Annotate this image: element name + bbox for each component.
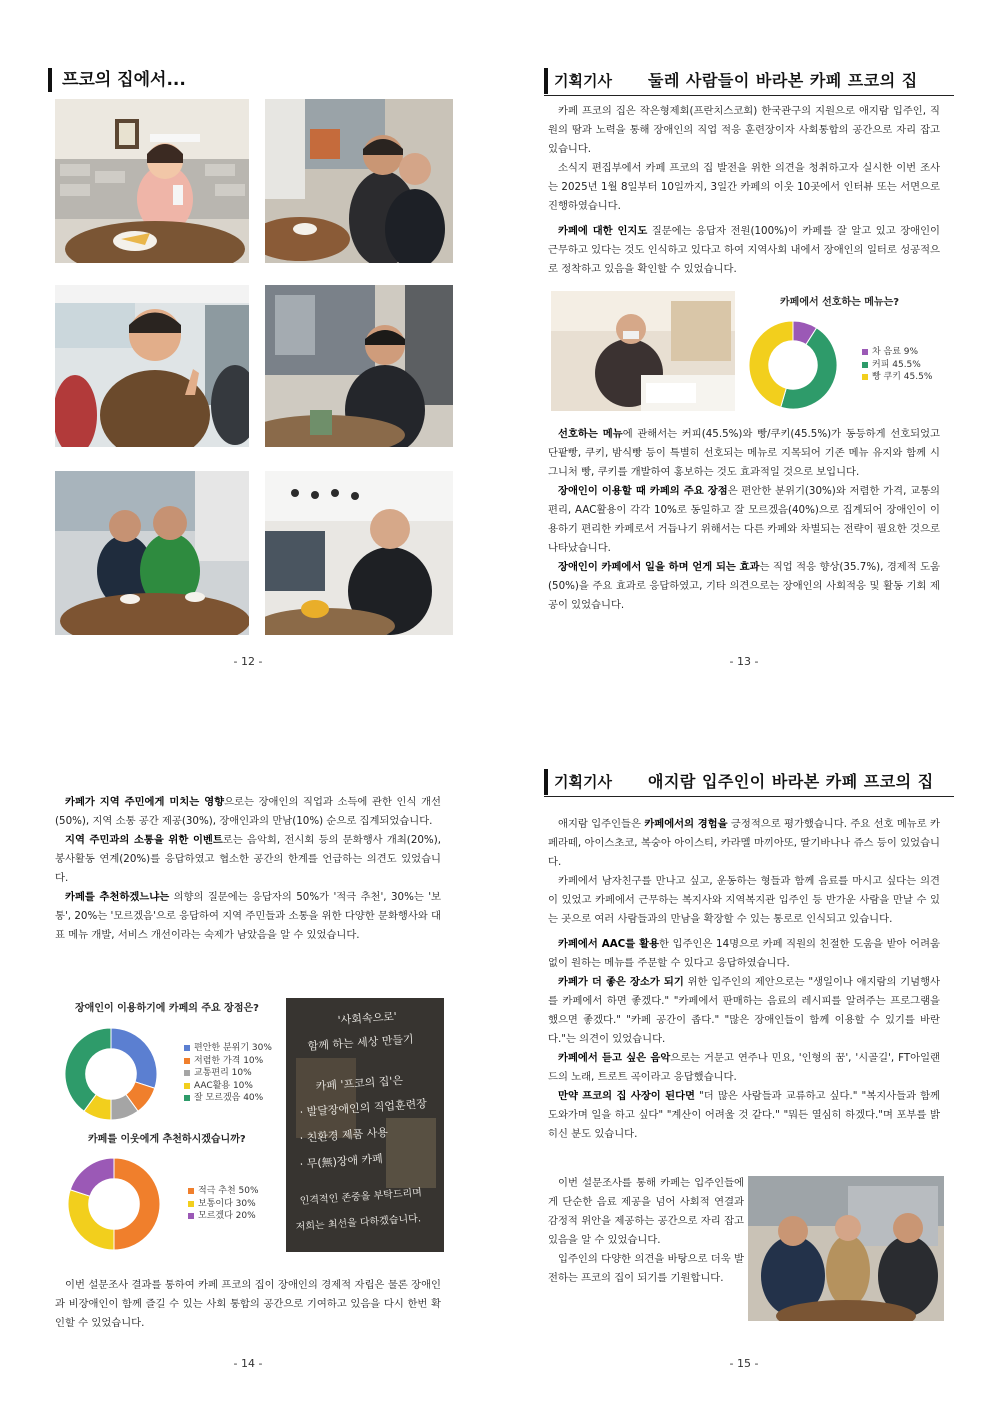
article-header	[544, 769, 954, 797]
legend-swatch	[862, 349, 868, 355]
article-body-conclusion	[55, 1276, 441, 1333]
residents-photo	[748, 1176, 944, 1321]
survey-photo	[551, 291, 735, 411]
paragraph: 카페 프코의 집은 작은형제회(프란치스코회) 한국관구의 지원으로 애지람 입주인, 직원의 땀과 노력을 통해 장애인의 직업 적응 훈련장이자 사회통합의 공간으로 자리 잡고 있습니다.	[548, 105, 940, 155]
legend-label: AAC활용 10%	[194, 1080, 253, 1091]
sign-text-line: 인격적인 존중을 부탁드리며	[299, 1187, 423, 1207]
paragraph: 이번 설문조사 결과를 통하여 카페 프코의 집이 장애인의 경제적 자립은 물론 장애인과 비장애인이 함께 즐길 수 있는 사회 통합의 공간으로 기여하고 있음을 다시 한번 확인할 수 있었습니다.	[55, 1279, 441, 1329]
article-header	[544, 68, 954, 96]
cafe-photo-1	[55, 99, 249, 263]
cafe-photo-6	[265, 471, 453, 635]
legend-swatch	[184, 1070, 190, 1076]
donut-slice	[68, 1190, 114, 1250]
page-15	[496, 701, 992, 1402]
paragraph: 이번 설문조사를 통해 카페는 입주인들에게 단순한 음료 제공을 넘어 사회적 연결과 감정적 위안을 제공하는 공간으로 자리 잡고 있음을 알 수 있었습니다.	[548, 1177, 744, 1246]
bold-lead: 장애인이 이용할 때 카페의 주요 장점	[558, 485, 728, 497]
paragraph: 선호하는 메뉴에 관해서는 커피(45.5%)와 빵/쿠키(45.5%)가 동등하게 선호되었고 단팥빵, 쿠키, 밤식빵 등이 특별히 선호되는 메뉴로 지목되어 기존 메뉴 유지와 함께 시그니처 빵, 쿠키를 개발하여 홍보하는 것도 효과적일 것으로 보입니다.	[548, 428, 940, 478]
cafe-photo-5	[55, 471, 249, 635]
cafe-photo-3	[55, 285, 249, 447]
legend-item	[184, 1067, 272, 1080]
chart-legend-advantages	[184, 1042, 272, 1105]
legend-item	[184, 1080, 272, 1093]
legend-item	[188, 1185, 259, 1198]
legend-label: 저렴한 가격 10%	[194, 1055, 264, 1066]
page-13	[496, 0, 992, 701]
article-tag: 기획기사	[544, 68, 618, 94]
sign-text-line: · 무(無)장애 카페	[299, 1152, 384, 1171]
bold-lead: 만약 프코의 집 사장이 된다면	[558, 1090, 695, 1102]
bold-lead: 카페에서 AAC를 활용	[558, 938, 660, 950]
bold-lead: 카페에서의 경험을	[644, 818, 728, 830]
page-14	[0, 701, 496, 1402]
donut-slice	[70, 1158, 114, 1196]
paragraph: 카페에서 남자친구를 만나고 싶고, 운동하는 형들과 함께 음료를 마시고 싶다는 의견이 있었고 카페에서 근무하는 복지사와 지역복지관 입주인 등 반가운 사람을 만날 수 있는 곳으로 여러 사람들과의 만남을 확장할 수 있는 통로로 인식되고 있습니다.	[548, 875, 940, 925]
legend-item	[862, 371, 932, 384]
article-body-community	[55, 793, 441, 945]
page-number: - 14 -	[233, 1357, 263, 1370]
page-title: 프코의 집에서...	[48, 68, 186, 92]
paragraph: 입주인의 다양한 의견을 바탕으로 더욱 발전하는 프코의 집이 되기를 기원합니다.	[548, 1253, 744, 1284]
advantages-donut-chart	[64, 1027, 158, 1121]
paragraph: 지역 주민과의 소통을 위한 이벤트로는 음악회, 전시회 등의 문화행사 개최(20%), 봉사활동 연계(20%)를 응답하였고 협소한 공간의 한계를 언급하는 의견도 있었습니다.	[55, 834, 441, 884]
legend-label: 교통편리 10%	[194, 1068, 252, 1078]
bold-lead: 카페가 지역 주민에게 미치는 영향	[65, 796, 225, 808]
sign-text-line: · 친환경 제품 사용	[299, 1125, 389, 1145]
legend-label: 모르겠다 20%	[198, 1211, 256, 1221]
article-title: 둘레 사람들이 바라본 카페 프코의 집	[648, 71, 918, 90]
bold-lead: 지역 주민과의 소통을 위한 이벤트	[65, 834, 223, 846]
legend-label: 보통이다 30%	[198, 1198, 256, 1209]
legend-swatch	[188, 1201, 194, 1207]
recommend-donut-chart	[67, 1157, 161, 1251]
bold-lead: 선호하는 메뉴	[558, 428, 623, 440]
legend-swatch	[862, 362, 868, 368]
legend-item	[862, 346, 932, 359]
paragraph: 장애인이 이용할 때 카페의 주요 장점은 편안한 분위기(30%)와 저렴한 가격, 교통의 편리, AAC활용이 각각 10%로 동일하고 잘 모르겠음(40%)으로 집계되어 장애인이 이용하기 편리한 카페로서 거듭나기 위해서는 다른 카페와 차별되는 전략이 필요한 것으로 나타났습니다.	[548, 485, 940, 554]
legend-label: 커피 45.5%	[872, 359, 921, 370]
donut-slice	[114, 1158, 160, 1250]
paragraph: 카페에서 듣고 싶은 음악으로는 거문고 연주나 민요, '인형의 꿈', '시골길', FT아일랜드의 노래, 트로트 곡이라고 응답했습니다.	[548, 1052, 940, 1083]
legend-item	[184, 1042, 272, 1055]
legend-item	[188, 1210, 259, 1223]
article-body-findings	[548, 425, 940, 615]
bold-lead: 카페에 대한 인지도	[558, 225, 648, 237]
article-title: 애지람 입주인이 바라본 카페 프코의 집	[648, 772, 934, 791]
bold-lead: 카페가 더 좋은 장소가 되기	[558, 976, 684, 988]
cafe-photo-4	[265, 285, 453, 447]
legend-swatch	[188, 1213, 194, 1219]
sign-text-line: 함께 하는 세상 만들기	[307, 1032, 415, 1053]
menu-preference-donut-chart	[748, 320, 838, 410]
article-body-intro	[548, 102, 940, 279]
legend-item	[862, 359, 932, 372]
legend-swatch	[184, 1058, 190, 1064]
cafe-sign-photo	[286, 998, 444, 1252]
bold-lead: 카페를 추천하겠느냐는	[65, 891, 170, 903]
chart-legend-menu	[862, 346, 932, 384]
legend-label: 편안한 분위기 30%	[194, 1043, 272, 1053]
chart-legend-recommend	[188, 1185, 259, 1223]
article-body-closing	[548, 1174, 744, 1288]
article-body-residents	[548, 815, 940, 1144]
page-number: - 12 -	[233, 655, 263, 668]
paragraph: 만약 프코의 집 사장이 된다면 "더 많은 사람들과 교류하고 싶다." "복지사들과 함께 도와가며 일을 하고 싶다" "계산이 어려울 것 같다." "뭐든 열심히 하겠다."며 포부를 밝히신 분도 있습니다.	[548, 1090, 941, 1140]
page-number: - 13 -	[729, 655, 759, 668]
legend-swatch	[184, 1083, 190, 1089]
legend-label: 잘 모르겠음 40%	[194, 1093, 264, 1103]
legend-item	[188, 1198, 259, 1211]
page-12	[0, 0, 496, 701]
legend-item	[184, 1055, 272, 1068]
paragraph: 애지람 입주인들은 카페에서의 경험을 긍정적으로 평가했습니다. 주요 선호 메뉴로 카페라떼, 아이스초코, 복숭아 아이스티, 카라멜 마끼아또, 딸기바나나 쥬스 등이 있었습니다.	[548, 818, 940, 868]
legend-label: 적극 추천 50%	[198, 1186, 259, 1196]
bold-lead: 카페에서 듣고 싶은 음악	[558, 1052, 671, 1064]
legend-label: 차 음료 9%	[872, 347, 919, 357]
legend-swatch	[862, 374, 868, 380]
article-tag: 기획기사	[544, 769, 618, 795]
legend-label: 빵 쿠키 45.5%	[872, 372, 933, 382]
sign-text-line: 카페 '프코의 집'은	[315, 1073, 404, 1093]
legend-swatch	[188, 1188, 194, 1194]
paragraph: 카페가 더 좋은 장소가 되기 위한 입주인의 제안으로는 "생일이나 애지람의 기념행사를 카페에서 하면 좋겠다." "카페에서 판매하는 음료의 레시피를 알려주는 프로그램을 했으면 좋겠다." "카페 공간이 좁다." "많은 장애인들이 함께 이용할 수 있기를 바란다."는 의견이 있었습니다.	[548, 976, 940, 1045]
sign-text-line: 저희는 최선을 다하겠습니다.	[295, 1213, 422, 1233]
chart-title-menu: 카페에서 선호하는 메뉴는?	[780, 297, 900, 308]
bold-lead: 장애인이 카페에서 일을 하며 얻게 되는 효과	[558, 561, 760, 573]
paragraph: 카페가 지역 주민에게 미치는 영향으로는 장애인의 직업과 소득에 관한 인식 개선(50%), 지역 소통 공간 제공(30%), 장애인과의 만남(10%) 순으로 집계되었습니다.	[55, 796, 441, 827]
legend-item	[184, 1092, 272, 1105]
paragraph: 카페에 대한 인지도 질문에는 응답자 전원(100%)이 카페를 잘 알고 있고 장애인이 근무하고 있다는 것도 인식하고 있다고 하여 지역사회 내에서 장애인의 일터로 성공적으로 정착하고 있음을 확인할 수 있었습니다.	[548, 225, 940, 275]
donut-slice	[111, 1028, 157, 1088]
legend-swatch	[184, 1045, 190, 1051]
chart-title-advantages: 장애인이 이용하기에 카페의 주요 장점은?	[75, 1003, 259, 1014]
paragraph: 소식지 편집부에서 카페 프코의 집 발전을 위한 의견을 청취하고자 실시한 이번 조사는 2025년 1월 8일부터 10일까지, 3일간 카페의 이웃 10곳에서 인터뷰 또는 서면으로 진행하였습니다.	[548, 162, 940, 212]
sign-text-line: '사회속으로'	[337, 1009, 398, 1027]
paragraph: 카페를 추천하겠느냐는 의향의 질문에는 응답자의 50%가 '적극 추천', 30%는 '보통', 20%는 '모르겠음'으로 응답하여 지역 주민들과 소통을 위한 다양한 문화행사와 대표 메뉴 개발, 서비스 개선이라는 숙제가 남았음을 알 수 있었습니다.	[55, 891, 441, 941]
page-number: - 15 -	[729, 1357, 759, 1370]
cafe-photo-2	[265, 99, 453, 263]
sign-text-line: · 발달장애인의 직업훈련장	[299, 1097, 428, 1119]
paragraph: 장애인이 카페에서 일을 하며 얻게 되는 효과는 직업 적응 향상(35.7%), 경제적 도움(50%)을 주요 효과로 응답하였고, 기타 의견으로는 장애인의 사회적응 및 활동 기회 제공이 있었습니다.	[548, 561, 940, 611]
paragraph: 카페에서 AAC를 활용한 입주인은 14명으로 카페 직원의 친절한 도움을 받아 어려움 없이 원하는 메뉴를 주문할 수 있다고 응답하였습니다.	[548, 938, 940, 969]
legend-swatch	[184, 1095, 190, 1101]
chart-title-recommend: 카페를 이웃에게 추천하시겠습니까?	[88, 1134, 246, 1145]
